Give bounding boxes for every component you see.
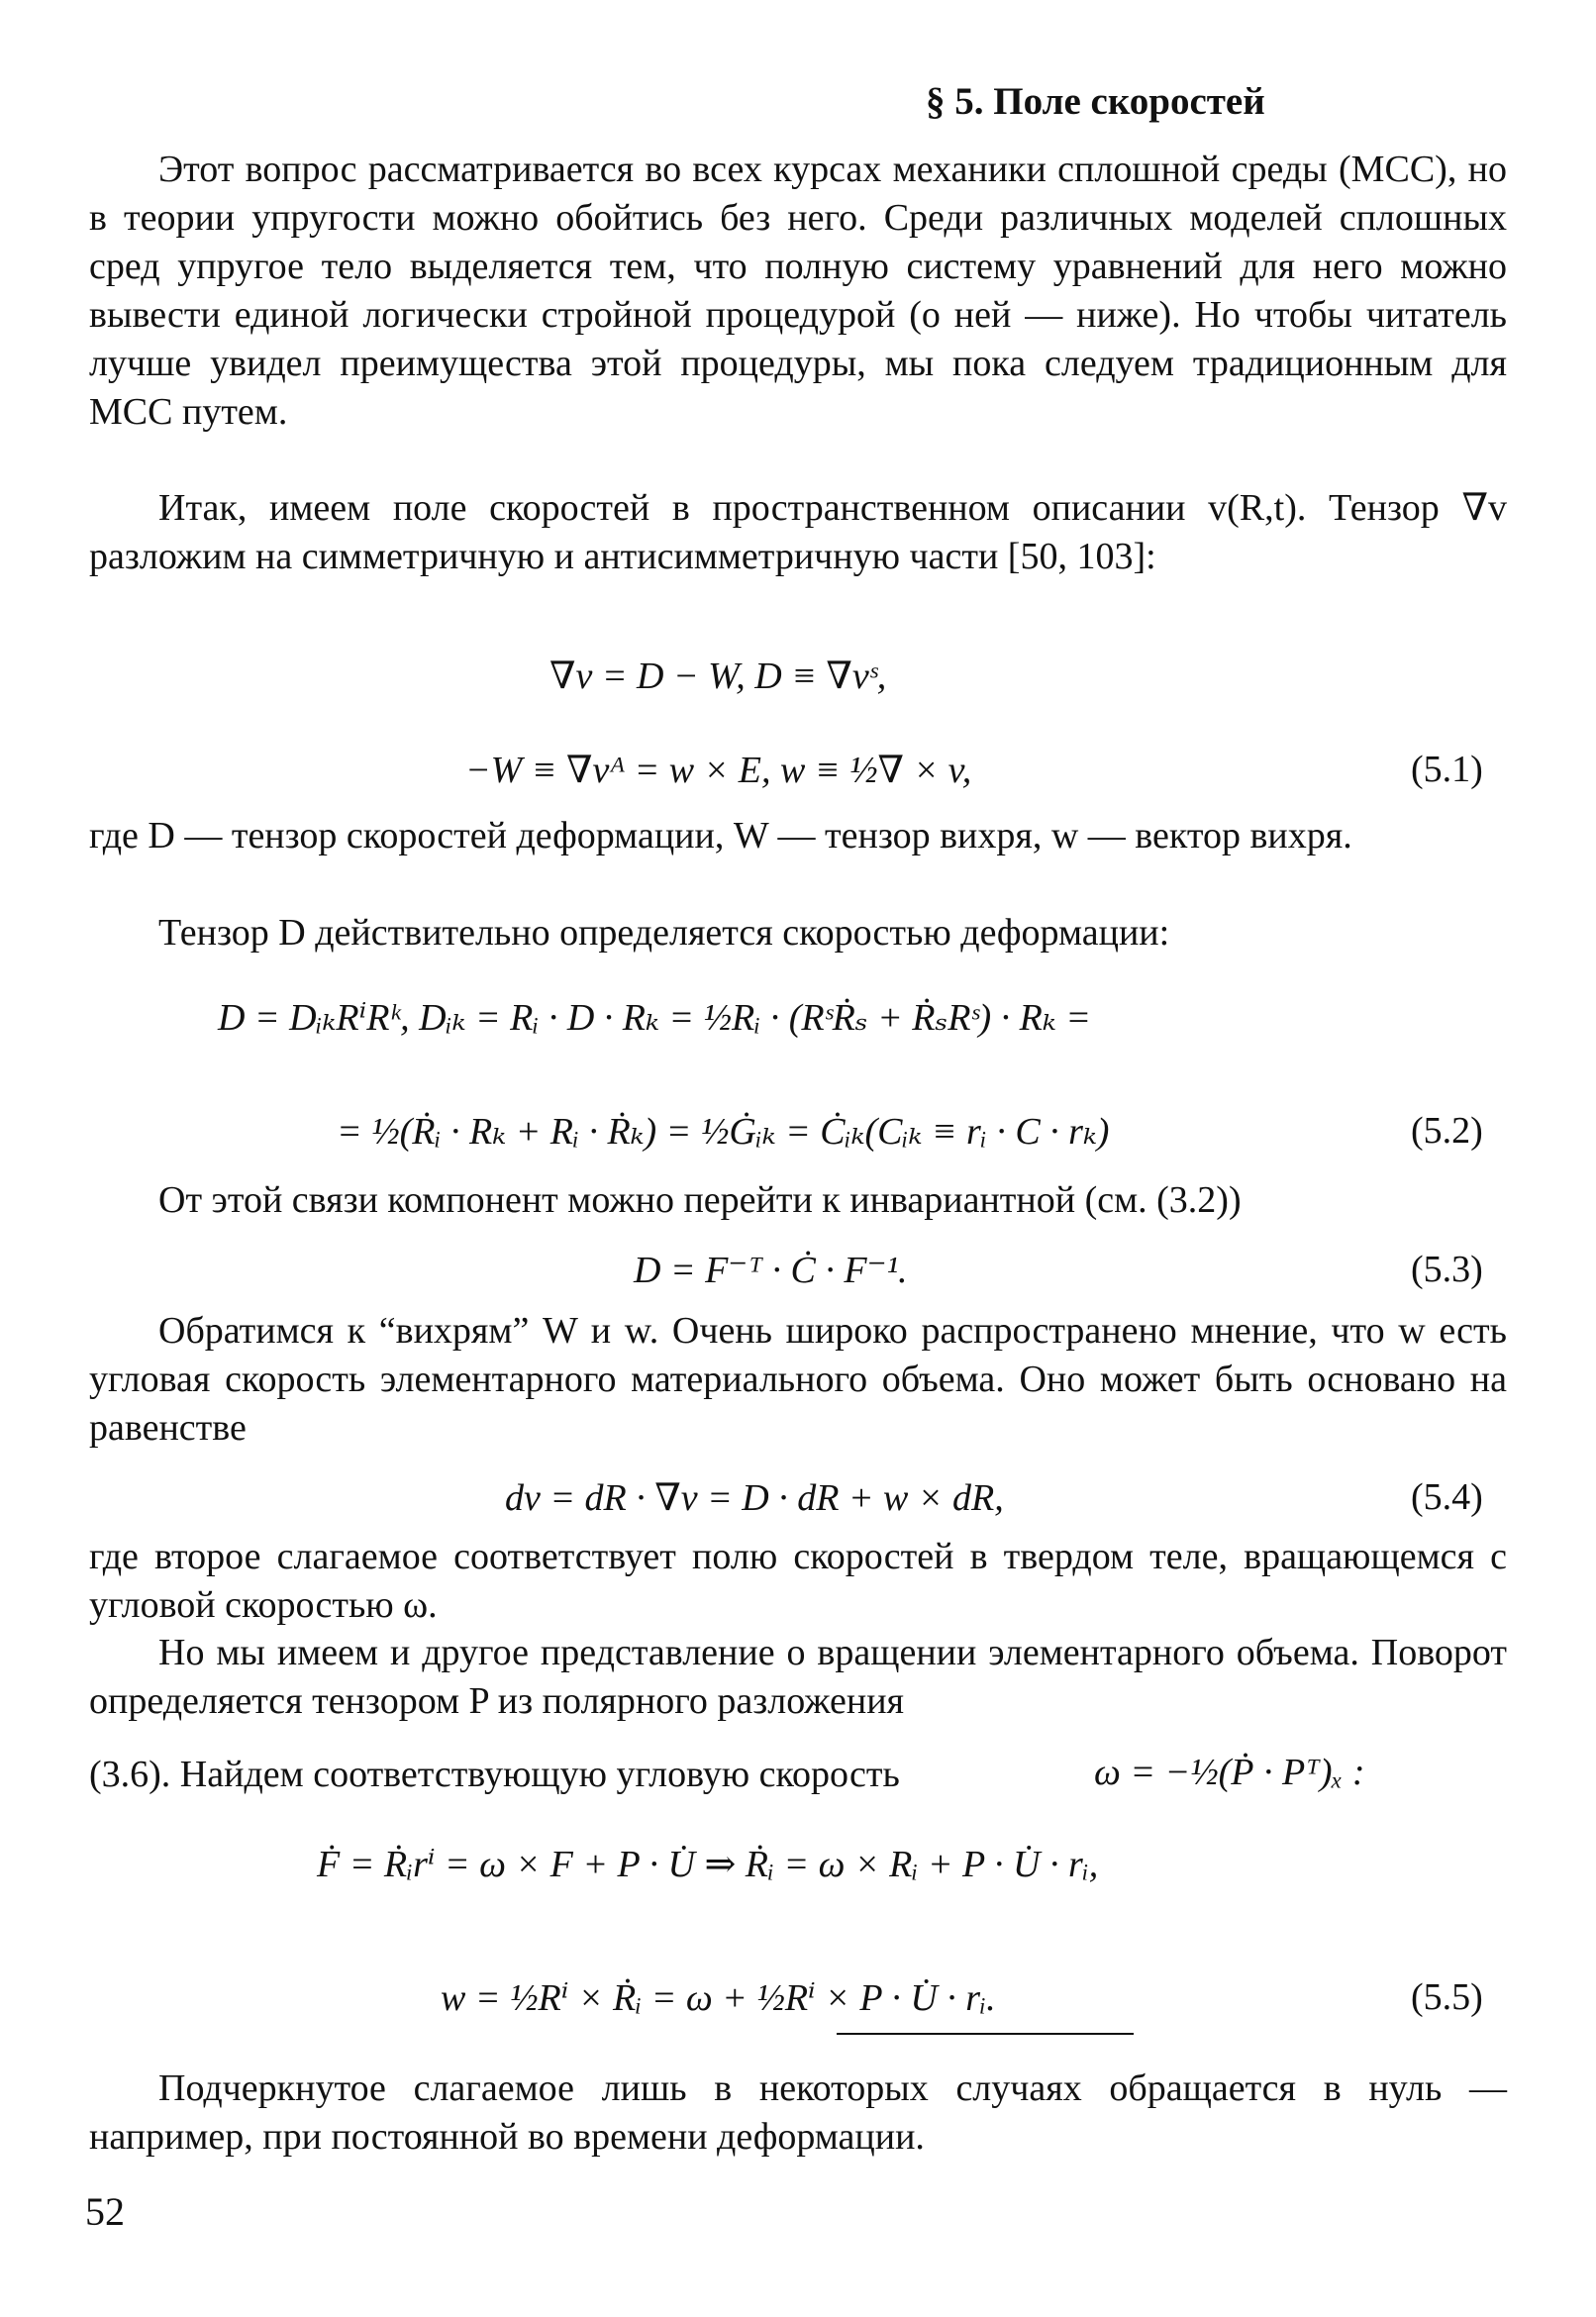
equation-omega: ω = −½(Ṗ · Pᵀ)ₓ : (1094, 1752, 1365, 1793)
paragraph-intro: Этот вопрос рассматривается во всех курсах механики сплошной среды (МСС), но в теории упругости можно обойтись без него. Среди различных моделей сплошных сред упругое тело выделяется тем, что полную систему уравнений для него можно вывести единой логически стройной процедурой (о ней — ниже). Но чтобы читатель лучше увидел преимущества этой процедуры, мы пока следуем традиционным для МСС путем. (89, 149, 1507, 433)
equation-5-3: D = F⁻ᵀ · Ċ · F⁻¹. (634, 1250, 908, 1291)
paragraph-strain-rate: Тензор D действительно определяется скоростью деформации: (158, 912, 1170, 954)
paragraph-vortices: Обратимся к “вихрям” W и w. Очень широко распространено мнение, что w есть угловая скорость элементарного материального объема. Оно может быть основано на равенстве (89, 1310, 1507, 1449)
equation-5-1-line-2: −W ≡ ∇vᴬ = w × E, w ≡ ½∇ × v, (465, 750, 972, 791)
section-title: § 5. Поле скоростей (926, 80, 1265, 123)
page-number: 52 (85, 2189, 125, 2234)
equation-number-5-5: (5.5) (1411, 1976, 1483, 2018)
equation-5-5-line-1: Ḟ = Ṙᵢrⁱ = ω × F + P · U̇ ⇒ Ṙᵢ = ω × Rᵢ + P · U̇ · rᵢ, (317, 1844, 1099, 1885)
paragraph-conclusion: Подчеркнутое слагаемое лишь в некоторых случаях обращается в нуль — например, при постоянной во времени деформации. (89, 2067, 1507, 2158)
paragraph-rigid-body: где второе слагаемое соответствует полю скоростей в твердом теле, вращающемся с угловой скоростью ω. (89, 1536, 1507, 1626)
equation-5-2-line-2: = ½(Ṙᵢ · Rₖ + Rᵢ · Ṙₖ) = ½Ġᵢₖ = Ċᵢₖ(Cᵢₖ ≡ rᵢ · C · rₖ) (337, 1111, 1110, 1153)
paragraph-definitions: где D — тензор скоростей деформации, W — тензор вихря, w — вектор вихря. (89, 815, 1352, 856)
paragraph-invariant: От этой связи компонент можно перейти к инвариантной (см. (3.2)) (158, 1179, 1242, 1221)
equation-5-4: dv = dR · ∇v = D · dR + w × dR, (505, 1477, 1004, 1519)
equation-5-5-line-2: w = ½Rⁱ × Ṙᵢ = ω + ½Rⁱ × P · U̇ · rᵢ. (441, 1977, 996, 2019)
equation-number-5-2: (5.2) (1411, 1110, 1483, 1152)
equation-5-1-line-1: ∇v = D − W, D ≡ ∇vˢ, (549, 655, 887, 697)
paragraph-rotation: Но мы имеем и другое представление о вращении элементарного объема. Поворот определяется тензором P из полярного разложения (89, 1632, 1507, 1722)
equation-number-5-1: (5.1) (1411, 749, 1483, 790)
paragraph-velocity-field: Итак, имеем поле скоростей в пространственном описании v(R,t). Тензор ∇v разложим на симметричную и антисимметричную части [50, 103]: (89, 487, 1507, 577)
equation-number-5-4: (5.4) (1411, 1476, 1483, 1518)
underline-rule (837, 2033, 1134, 2035)
paragraph-angular-velocity: (3.6). Найдем соответствующую угловую скорость (89, 1754, 900, 1795)
equation-5-2-line-1: D = DᵢₖRⁱRᵏ, Dᵢₖ = Rᵢ · D · Rₖ = ½Rᵢ · (RˢṘₛ + ṘₛRˢ) · Rₖ = (218, 997, 1091, 1039)
equation-number-5-3: (5.3) (1411, 1249, 1483, 1290)
